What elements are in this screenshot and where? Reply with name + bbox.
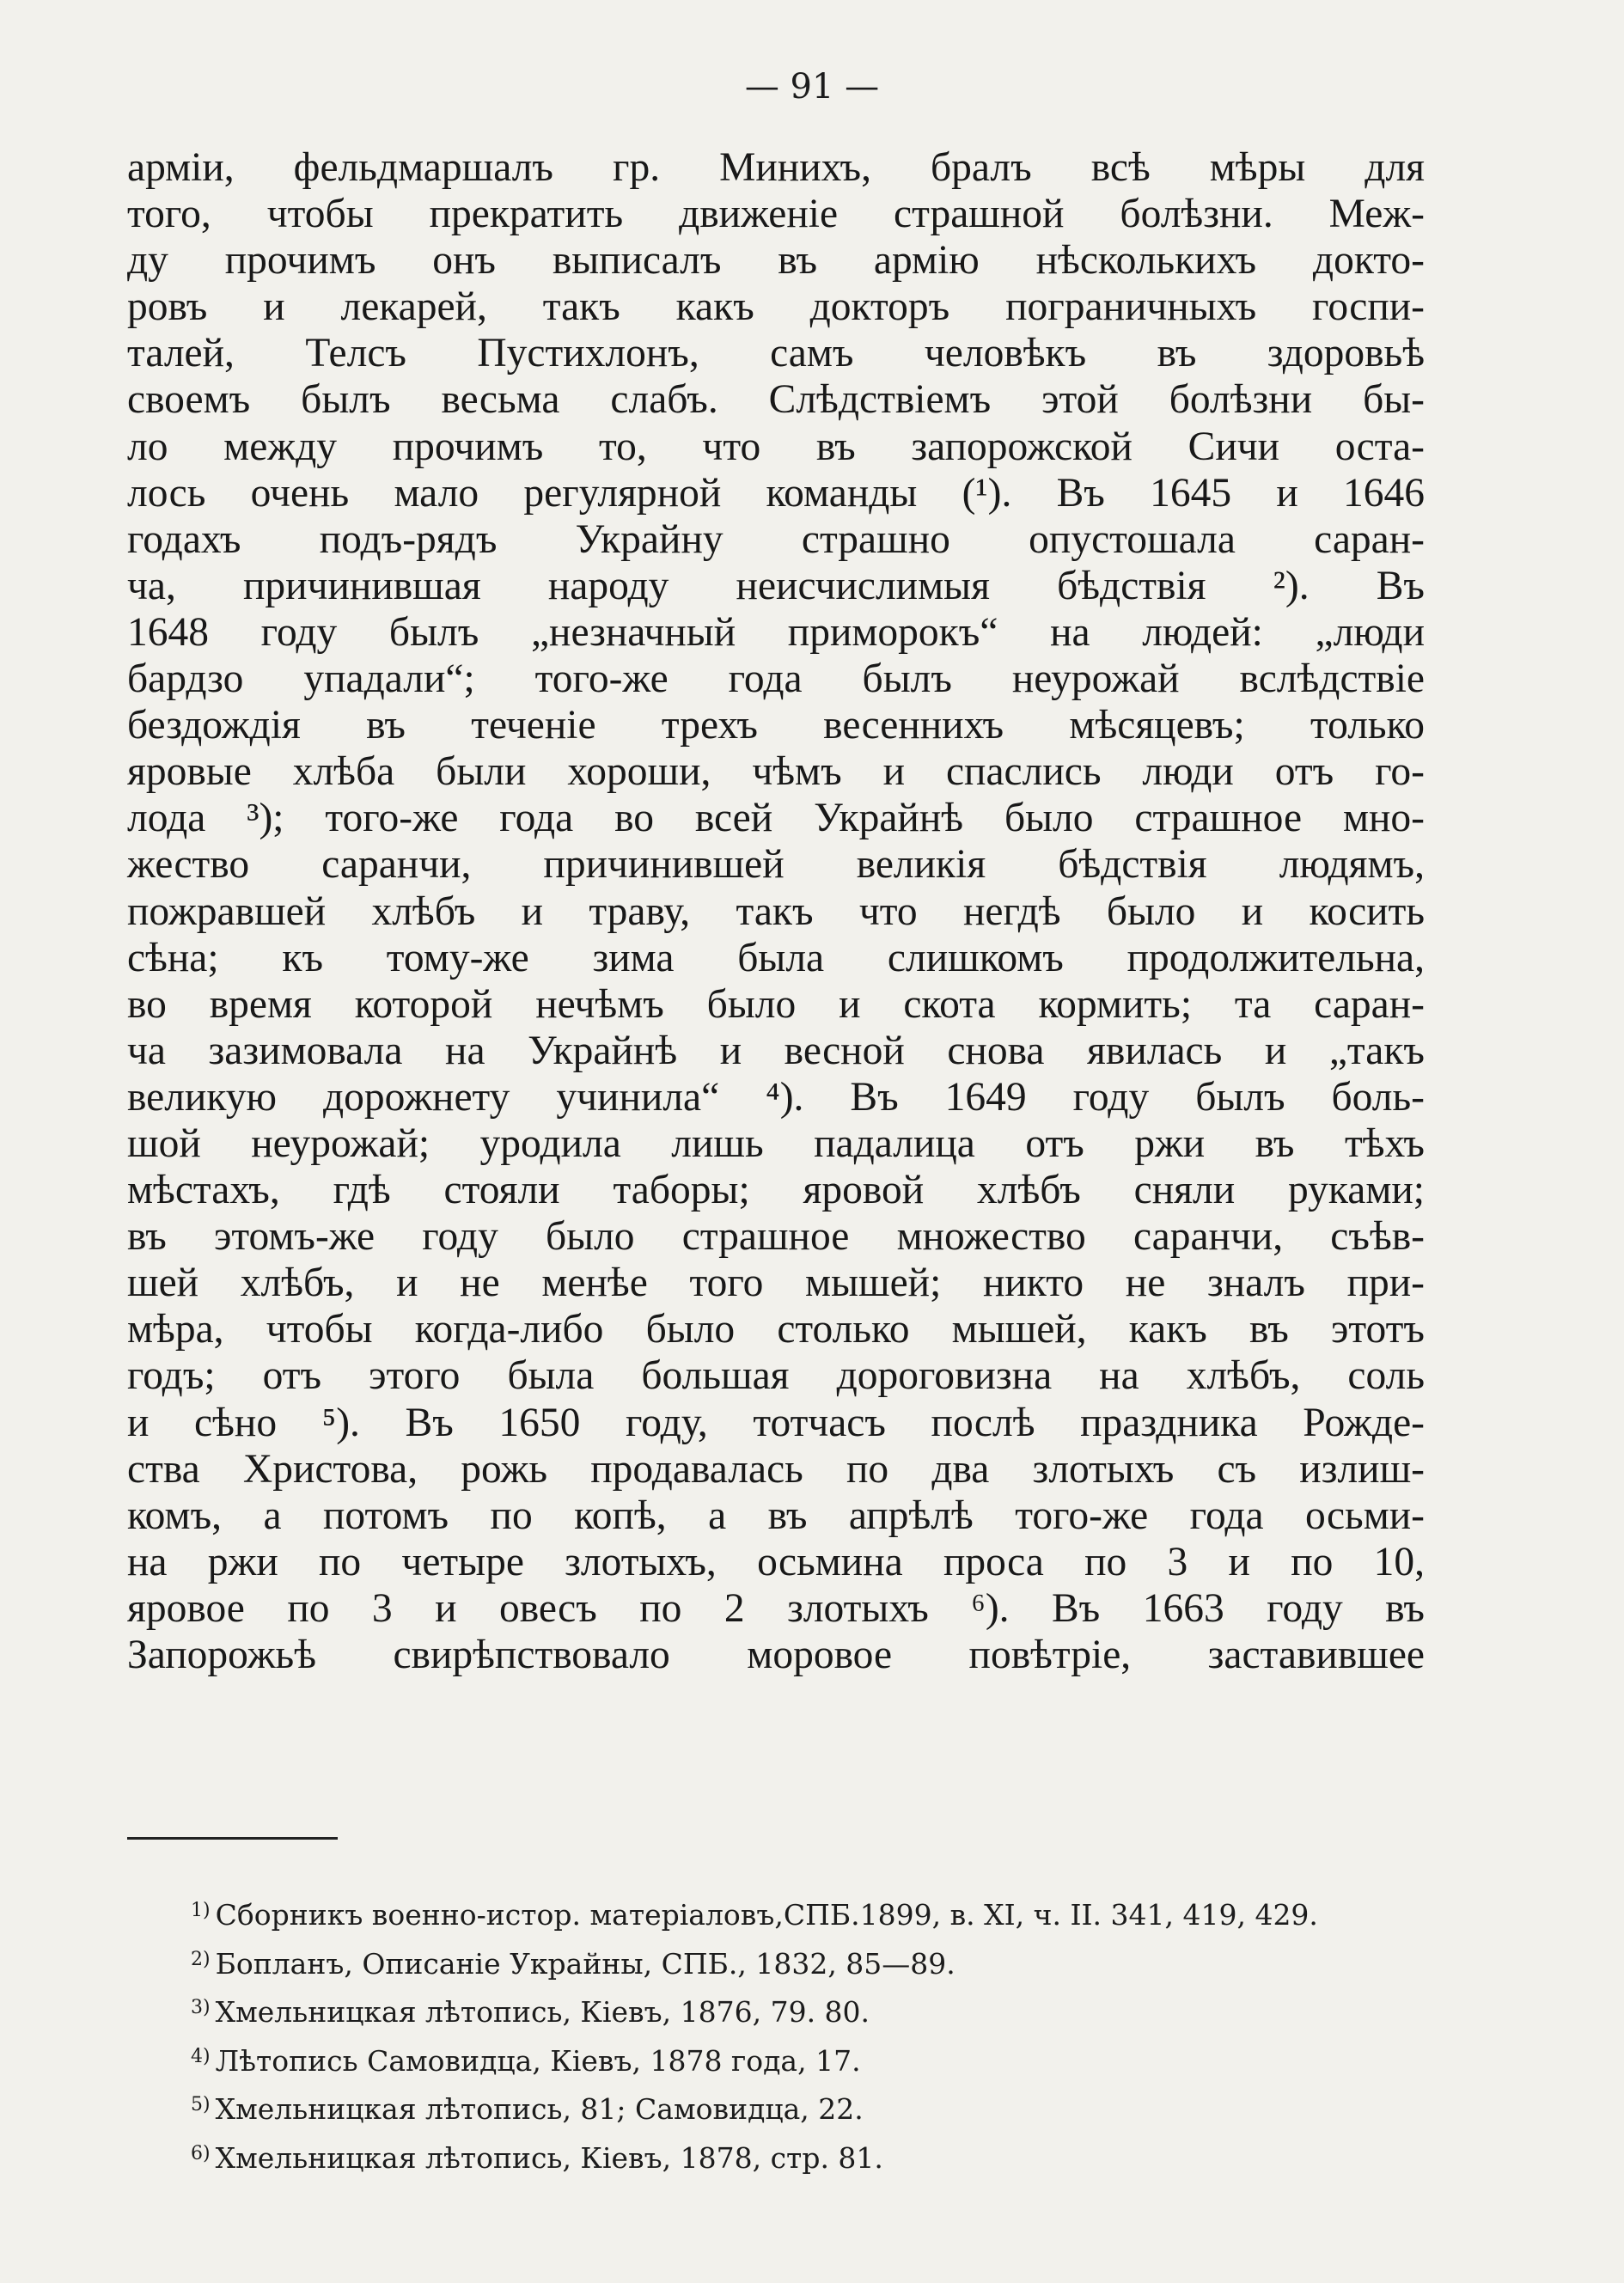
text-line: пожравшей хлѣбъ и траву, такъ что негдѣ было и косить	[127, 888, 1425, 934]
text-line: годахъ подъ-рядъ Украйну страшно опустошала саран-	[127, 516, 1425, 562]
text-line: ло между прочимъ то, что въ запорожской Сичи оста-	[127, 424, 1425, 469]
footnote	[191, 2132, 1437, 2181]
text-line: шой неурожай; уродила лишь падалица отъ ржи въ тѣхъ	[127, 1120, 1425, 1166]
text-line: ча, причинившая народу неисчислимыя бѣдствія ²). Въ	[127, 563, 1425, 608]
text-line: во время которой нечѣмъ было и скота кормить; та саран-	[127, 981, 1425, 1027]
footnote-divider	[127, 1837, 338, 1840]
footnote	[191, 1889, 1437, 1938]
footnote	[191, 2035, 1437, 2084]
text-line: лода ³); того-же года во всей Украйнѣ было страшное мно-	[127, 796, 1425, 841]
footnotes	[191, 1889, 1437, 2180]
text-line: Запорожьѣ свирѣпствовало моровое повѣтріе, заставившее	[127, 1633, 1425, 1677]
text-line: годъ; отъ этого была большая дороговизна на хлѣбъ, соль	[127, 1353, 1425, 1399]
text-line: сѣна; къ тому-же зима была слишкомъ продолжительна,	[127, 935, 1425, 980]
footnote	[191, 2083, 1437, 2132]
text-line: бездождія въ теченіе трехъ весеннихъ мѣсяцевъ; только	[127, 703, 1425, 748]
text-line: того, чтобы прекратить движеніе страшной болѣзни. Меж-	[127, 192, 1425, 237]
text-line: на ржи по четыре злотыхъ, осьмина проса по 3 и по 10,	[127, 1539, 1425, 1584]
text-line: яровые хлѣба были хороши, чѣмъ и спаслись люди отъ го-	[127, 749, 1425, 795]
text-line: въ этомъ-же году было страшное множество саранчи, съѣв-	[127, 1214, 1425, 1260]
text-line: своемъ былъ весьма слабъ. Слѣдствіемъ этой болѣзни бы-	[127, 377, 1425, 423]
text-line: ства Христова, рожь продавалась по два злотыхъ съ излиш-	[127, 1446, 1425, 1492]
text-line: 1648 году былъ „незначный приморокъ“ на людей: „люди	[127, 609, 1425, 655]
text-line: и сѣно ⁵). Въ 1650 году, тотчасъ послѣ праздника Рожде-	[127, 1400, 1425, 1445]
footnote-text: Хмельницкая лѣтопись, 81; Самовидца, 22.	[215, 2092, 864, 2126]
footnote-mark: 5)	[191, 2094, 211, 2115]
main-text	[127, 144, 1425, 1678]
text-line: жество саранчи, причинившей великія бѣдствія людямъ,	[127, 842, 1425, 888]
footnote-mark: 6)	[191, 2142, 211, 2164]
text-line: шей хлѣбъ, и не менѣе того мышей; никто не зналъ при-	[127, 1261, 1425, 1306]
footnote-mark: 3)	[191, 1997, 211, 2018]
text-line: бардзо упадали“; того-же года былъ неурожай вслѣдствіе	[127, 656, 1425, 702]
footnote	[191, 1986, 1437, 2035]
text-line: арміи, фельдмаршалъ гр. Минихъ, бралъ всѣ мѣры для	[127, 145, 1425, 190]
text-line: мѣра, чтобы когда-либо было столько мышей, какъ въ этотъ	[127, 1307, 1425, 1352]
text-line: ровъ и лекарей, такъ какъ докторъ пограничныхъ госпи-	[127, 284, 1425, 330]
footnote-text: Хмельницкая лѣтопись, Кіевъ, 1876, 79. 80.	[215, 1995, 870, 2029]
text-line: ду прочимъ онъ выписалъ въ армію нѣсколькихъ докто-	[127, 238, 1425, 284]
footnote	[191, 1938, 1437, 1987]
footnote-text: Сборникъ военно-истор. матеріаловъ,СПБ.1899, в. XI, ч. II. 341, 419, 429.	[215, 1898, 1318, 1932]
footnote-text: Лѣтопись Самовидца, Кіевъ, 1878 года, 17.	[215, 2043, 861, 2078]
footnote-mark: 4)	[191, 2045, 211, 2067]
text-line: комъ, а потомъ по копѣ, а въ апрѣлѣ того-же года осьми-	[127, 1492, 1425, 1538]
footnote-mark: 1)	[191, 1900, 211, 1921]
footnote-text: Бопланъ, Описаніе Украйны, СПБ., 1832, 85—89.	[215, 1946, 955, 1981]
page-number: — 91 —	[744, 67, 880, 107]
text-line: ча зазимовала на Украйнѣ и весной снова явилась и „такъ	[127, 1028, 1425, 1073]
footnote-mark: 2)	[191, 1948, 211, 1970]
text-line: великую дорожнету учинила“ ⁴). Въ 1649 году былъ боль-	[127, 1074, 1425, 1120]
text-line: мѣстахъ, гдѣ стояли таборы; яровой хлѣбъ сняли руками;	[127, 1168, 1425, 1213]
footnote-text: Хмельницкая лѣтопись, Кіевъ, 1878, стр. 81.	[215, 2140, 883, 2175]
text-line: лось очень мало регулярной команды (¹). Въ 1645 и 1646	[127, 470, 1425, 516]
text-line: талей, Телсъ Пустихлонъ, самъ человѣкъ въ здоровьѣ	[127, 331, 1425, 376]
text-line: яровое по 3 и овесъ по 2 злотыхъ ⁶). Въ 1663 году въ	[127, 1585, 1425, 1631]
